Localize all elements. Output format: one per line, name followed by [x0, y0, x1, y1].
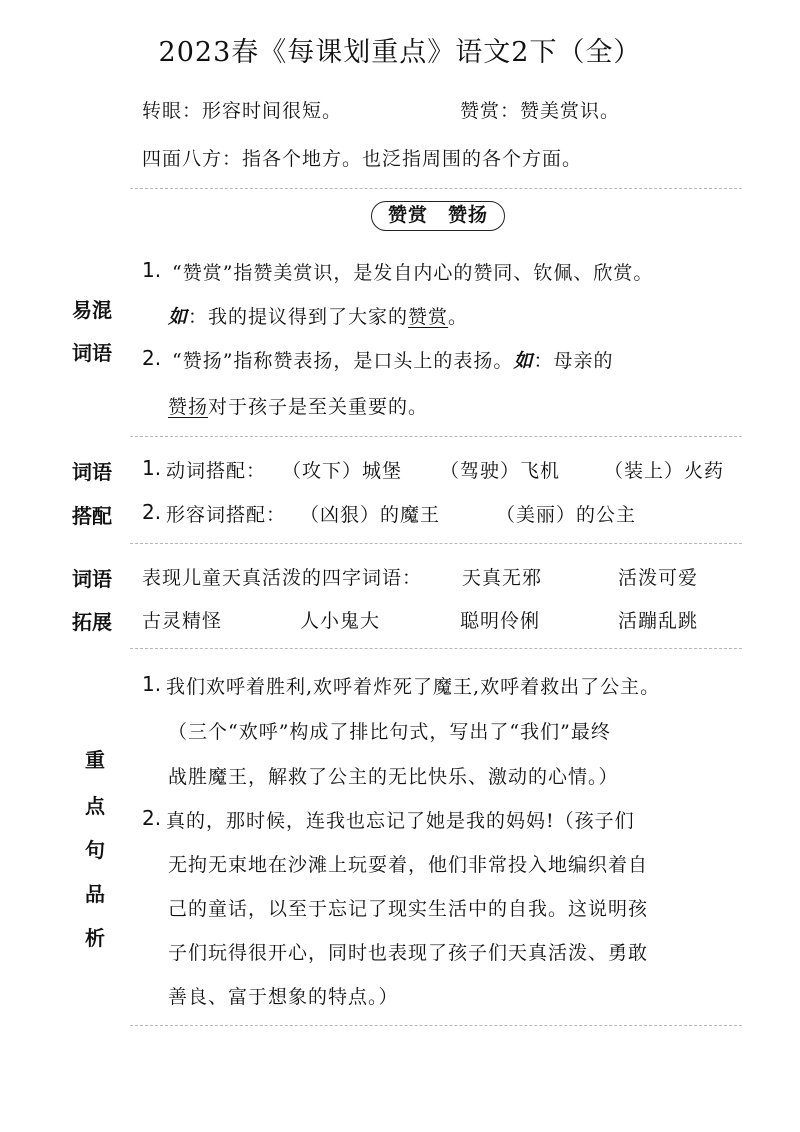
- page-title: 2023春《每课划重点》语文2下（全）: [158, 37, 642, 68]
- collocation-adj-head: 形容词搭配：: [166, 504, 287, 526]
- section-label-analysis-char: 品: [85, 882, 105, 906]
- section-divider: [130, 436, 742, 437]
- section-label-confusing-1: 易混: [72, 298, 112, 322]
- expansion-word: 活蹦乱跳: [618, 610, 699, 632]
- confusing-item1-text: “赞赏”指赞美赏识，是发自内心的赞同、钦佩、欣赏。: [172, 262, 654, 284]
- collocation-adj-2: （美丽）的公主: [496, 504, 637, 526]
- example-text: ：我的提议得到了大家的: [188, 306, 409, 328]
- item-number: 1.: [142, 258, 162, 282]
- section-divider: [130, 543, 742, 544]
- item-number: 2.: [142, 500, 162, 524]
- expansion-intro: 表现儿童天真活泼的四字词语：: [142, 567, 423, 589]
- section-divider: [130, 1025, 742, 1026]
- example-text: 对于孩子是至关重要的。: [208, 396, 429, 418]
- analysis-sentence-2: 真的，那时候，连我也忘记了她是我的妈妈!（孩子们: [166, 810, 635, 832]
- item-number: 2.: [142, 346, 162, 370]
- item2-main-text: “赞扬”指称赞表扬，是口头上的表扬。: [172, 350, 514, 372]
- collocation-verb-1: （攻下）城堡: [282, 460, 403, 482]
- item-number: 2.: [142, 806, 162, 830]
- expansion-word: 聪明伶俐: [460, 610, 541, 632]
- example-label: 如: [168, 306, 189, 328]
- example-label: 如: [513, 350, 534, 372]
- section-label-collocation-1: 词语: [72, 460, 112, 484]
- section-divider: [130, 188, 742, 189]
- analysis-note-2: 善良、富于想象的特点。）: [168, 986, 399, 1008]
- section-label-analysis-char: 句: [85, 838, 105, 862]
- analysis-note-2: 无拘无束地在沙滩上玩耍着，他们非常投入地编织着自: [168, 854, 649, 876]
- definition-simianbafang: 四面八方：指各个地方。也泛指周围的各个方面。: [142, 148, 583, 170]
- section-label-confusing-2: 词语: [72, 341, 112, 365]
- example-underlined-word: 赞扬: [168, 396, 209, 418]
- expansion-word: 人小鬼大: [300, 610, 381, 632]
- analysis-note-1: （三个“欢呼”构成了排比句式，写出了“我们”最终: [168, 721, 611, 743]
- example-text: ：母亲的: [533, 350, 614, 372]
- confusing-item2-line2: [168, 392, 428, 419]
- definition-zanshang: 赞赏：赞美赏识。: [460, 100, 621, 122]
- section-label-expansion-1: 词语: [72, 567, 112, 591]
- expansion-word: 活泼可爱: [618, 567, 699, 589]
- word-pair-badge: 赞赏 赞扬: [371, 201, 505, 231]
- definition-zhuanyan: 转眼：形容时间很短。: [142, 100, 343, 122]
- collocation-verb-2: （驾驶）飞机: [440, 460, 561, 482]
- example-text-end: 。: [448, 306, 469, 328]
- collocation-verb-head: 动词搭配：: [166, 460, 267, 482]
- analysis-note-2: 己的童话，以至于忘记了现实生活中的自我。这说明孩: [168, 898, 649, 920]
- collocation-adj-1: （凶狠）的魔王: [300, 504, 441, 526]
- section-label-analysis-char: 析: [85, 926, 105, 950]
- confusing-item1-example: [168, 302, 468, 329]
- section-label-expansion-2: 拓展: [72, 610, 112, 634]
- section-label-collocation-2: 搭配: [72, 504, 112, 528]
- collocation-verb-3: （装上）火药: [604, 460, 725, 482]
- section-divider: [130, 648, 742, 649]
- analysis-note-1: 战胜魔王，解救了公主的无比快乐、激动的心情。）: [168, 766, 619, 788]
- item-number: 1.: [142, 672, 162, 696]
- confusing-item2-text: [172, 346, 613, 373]
- section-label-analysis-char: 点: [85, 794, 105, 818]
- example-underlined-word: 赞赏: [408, 306, 449, 328]
- expansion-word: 天真无邪: [462, 567, 543, 589]
- analysis-sentence-1: 我们欢呼着胜利,欢呼着炸死了魔王,欢呼着救出了公主。: [166, 676, 661, 698]
- section-label-analysis-char: 重: [85, 748, 105, 772]
- analysis-note-2: 子们玩得很开心，同时也表现了孩子们天真活泼、勇敢: [168, 942, 649, 964]
- expansion-word: 古灵精怪: [142, 610, 223, 632]
- item-number: 1.: [142, 456, 162, 480]
